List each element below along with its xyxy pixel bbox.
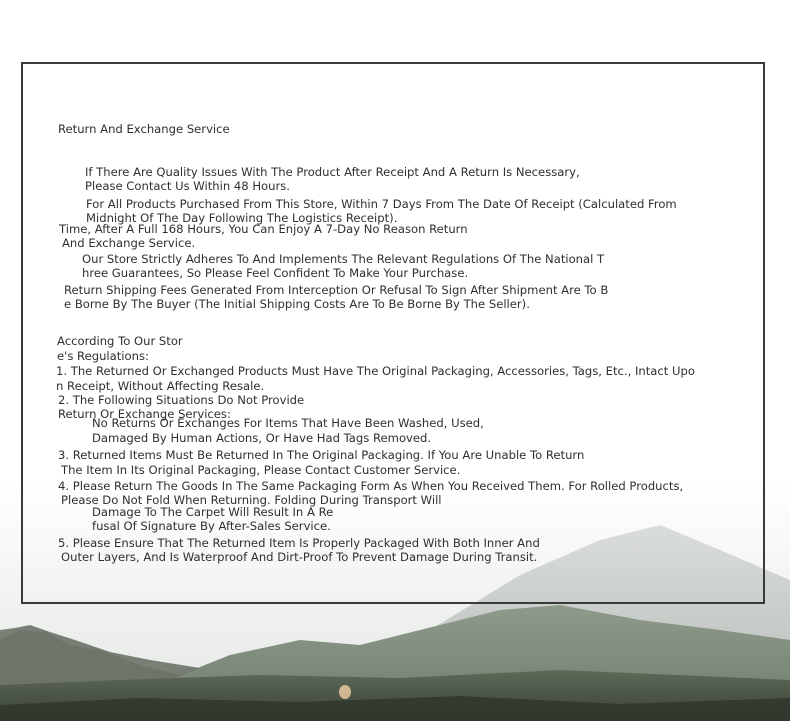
rule-line: Damaged By Human Actions, Or Have Had Tags Removed. (92, 431, 432, 445)
paragraph-line: e Borne By The Buyer (The Initial Shipping Costs Are To Be Borne By The Seller). (64, 297, 530, 311)
rule-line: The Item In Its Original Packaging, Please Contact Customer Service. (61, 463, 461, 477)
paragraph-line: hree Guarantees, So Please Feel Confident To Make Your Purchase. (82, 266, 469, 280)
paragraph-line: Return Shipping Fees Generated From Interception Or Refusal To Sign After Shipment Are To B (64, 283, 609, 297)
paragraph-line: Time, After A Full 168 Hours, You Can Enjoy A 7-Day No Reason Return (59, 222, 468, 236)
rule-line: Damage To The Carpet Will Result In A Re (92, 505, 334, 519)
paragraph-line: For All Products Purchased From This Store, Within 7 Days From The Date Of Receipt (Calculated From (86, 197, 677, 211)
rule-line: No Returns Or Exchanges For Items That Have Been Washed, Used, (92, 416, 484, 430)
rule-line: fusal Of Signature By After-Sales Service. (92, 519, 331, 533)
page-title: Return And Exchange Service (58, 122, 230, 136)
rule-line: Return Or Exchange Services: (58, 407, 231, 421)
rule-line: 1. The Returned Or Exchanged Products Must Have The Original Packaging, Accessories, Tags, Etc., Intact Upo (56, 364, 695, 378)
rule-line: 3. Returned Items Must Be Returned In The Original Packaging. If You Are Unable To Return (58, 448, 585, 462)
paragraph-line: Please Contact Us Within 48 Hours. (85, 179, 290, 193)
paragraph-line: Our Store Strictly Adheres To And Implements The Relevant Regulations Of The National T (82, 252, 605, 266)
rule-line: 5. Please Ensure That The Returned Item Is Properly Packaged With Both Inner And (58, 536, 540, 550)
rule-line: n Receipt, Without Affecting Resale. (56, 379, 265, 393)
rule-line: Please Do Not Fold When Returning. Folding During Transport Will (61, 493, 442, 507)
paragraph-line: And Exchange Service. (62, 236, 196, 250)
rule-line: 2. The Following Situations Do Not Provide (58, 393, 305, 407)
rule-line: Outer Layers, And Is Waterproof And Dirt-Proof To Prevent Damage During Transit. (61, 550, 538, 564)
regulations-intro-line: e's Regulations: (57, 349, 149, 363)
rule-line: 4. Please Return The Goods In The Same Packaging Form As When You Received Them. For Rolled Products, (58, 479, 684, 493)
paragraph-line: Midnight Of The Day Following The Logistics Receipt). (86, 211, 398, 225)
regulations-intro-line: According To Our Stor (57, 334, 183, 348)
paragraph-line: If There Are Quality Issues With The Product After Receipt And A Return Is Necessary, (85, 165, 580, 179)
